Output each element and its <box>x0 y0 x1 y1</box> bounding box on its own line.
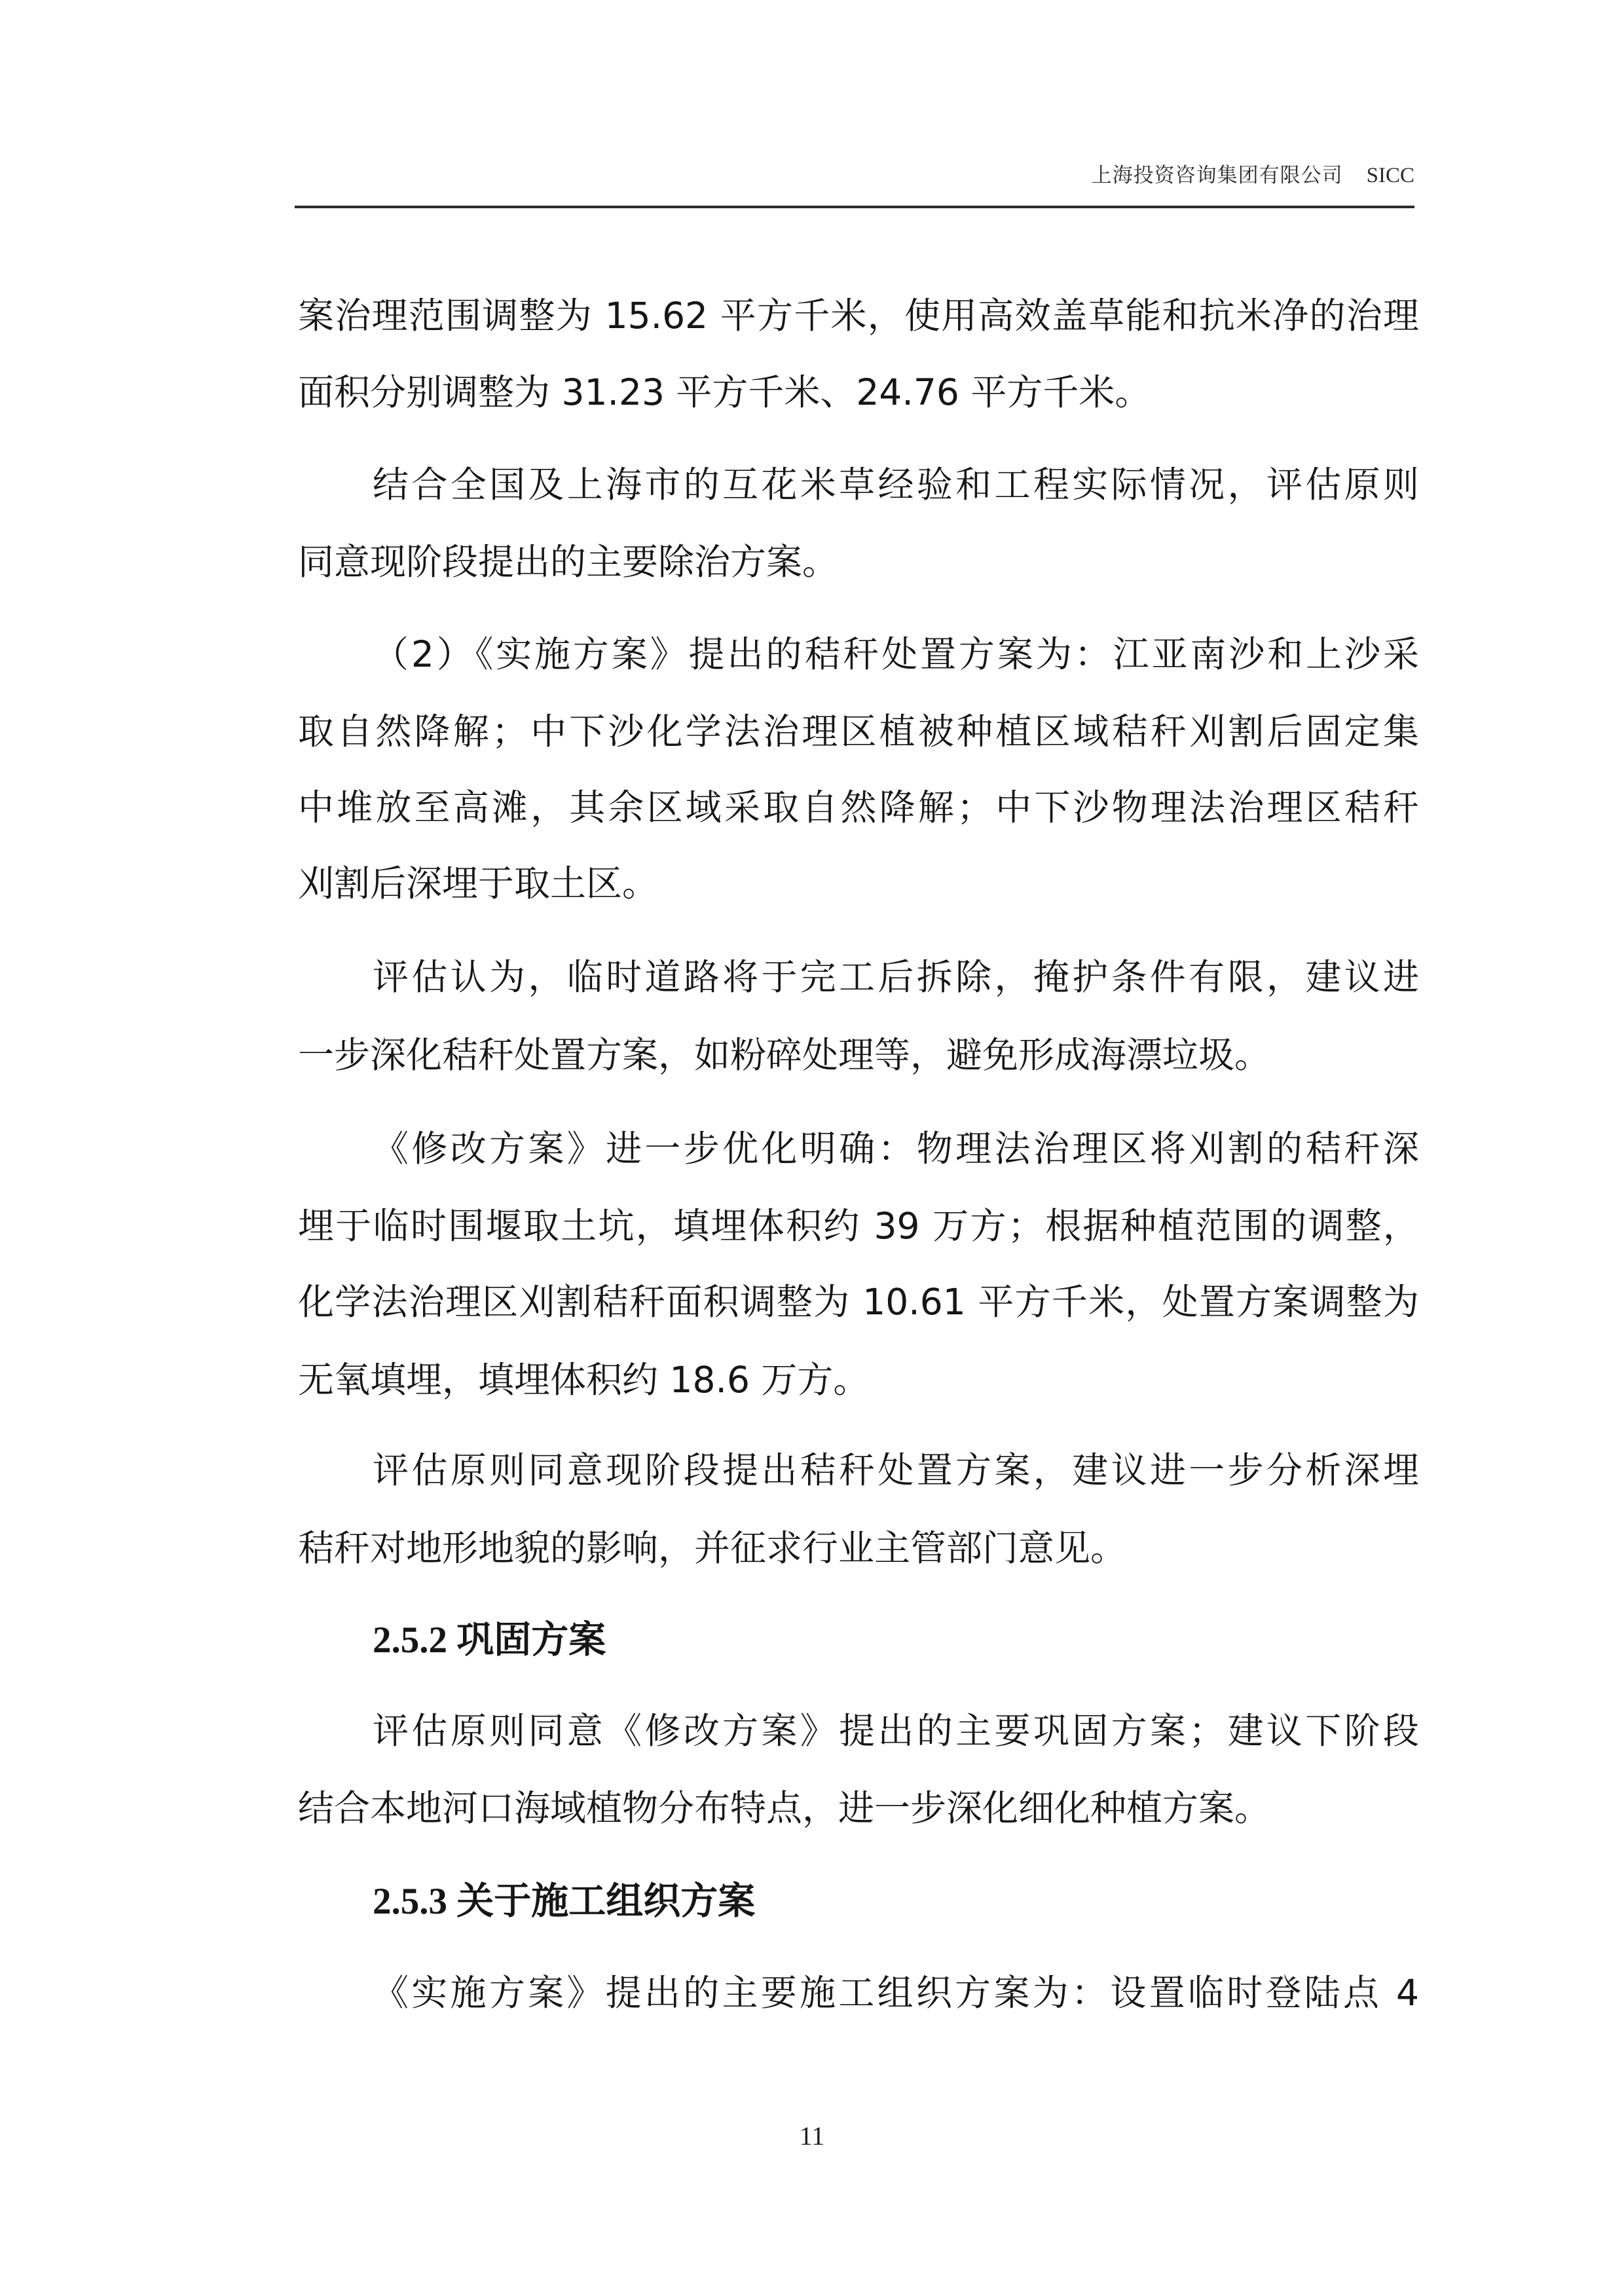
page-number: 11 <box>799 2121 825 2151</box>
running-header <box>1092 158 1414 188</box>
paragraph-line: （2）《实施方案》提出的秸秆处置方案为：江亚南沙和上沙采 <box>373 633 1419 675</box>
paragraph-line: 化学法治理区刈割秸秆面积调整为 10.61 平方千米，处置方案调整为 <box>298 1281 1419 1323</box>
paragraph-line: 《实施方案》提出的主要施工组织方案为：设置临时登陆点 4 <box>373 1972 1419 2014</box>
header-abbreviation: SICC <box>1366 164 1414 187</box>
paragraph-line: 取自然降解；中下沙化学法治理区植被种植区域秸秆刈割后固定集 <box>298 711 1419 752</box>
paragraph-line: 案治理范围调整为 15.62 平方千米，使用高效盖草能和抗米净的治理 <box>298 295 1419 337</box>
paragraph-line: 结合全国及上海市的互花米草经验和工程实际情况，评估原则 <box>373 464 1419 506</box>
paragraph-line: 面积分别调整为 31.23 平方千米、24.76 平方千米。 <box>298 371 1151 413</box>
paragraph-line: 《修改方案》进一步优化明确：物理法治理区将刈割的秸秆深 <box>373 1128 1419 1170</box>
paragraph-line: 无氧填埋，填埋体积约 18.6 万方。 <box>298 1359 870 1401</box>
paragraph-line: 评估认为，临时道路将于完工后拆除，掩护条件有限，建议进 <box>373 956 1419 998</box>
paragraph-line: 结合本地河口海域植物分布特点，进一步深化细化种植方案。 <box>298 1787 1271 1829</box>
paragraph-line: 埋于临时围堰取土坑，填埋体积约 39 万方；根据种植范围的调整， <box>298 1205 1419 1247</box>
section-heading-2-5-2: 2.5.2 巩固方案 <box>373 1620 606 1661</box>
header-company-name: 上海投资咨询集团有限公司 <box>1091 164 1343 187</box>
paragraph-line: 秸秆对地形地貌的影响，并征求行业主管部门意见。 <box>298 1527 1127 1569</box>
paragraph-line: 刈割后深埋于取土区。 <box>298 862 659 904</box>
paragraph-line: 一步深化秸秆处置方案，如粉碎处理等，避免形成海漂垃圾。 <box>298 1034 1271 1076</box>
paragraph-line: 评估原则同意现阶段提出秸秆处置方案，建议进一步分析深埋 <box>373 1449 1419 1491</box>
paragraph-line: 同意现阶段提出的主要除治方案。 <box>298 541 839 583</box>
paragraph-line: 中堆放至高滩，其余区域采取自然降解；中下沙物理法治理区秸秆 <box>298 787 1419 828</box>
header-divider <box>295 206 1414 208</box>
paragraph-line: 评估原则同意《修改方案》提出的主要巩固方案；建议下阶段 <box>373 1710 1419 1752</box>
section-heading-2-5-3: 2.5.3 关于施工组织方案 <box>373 1881 756 1922</box>
